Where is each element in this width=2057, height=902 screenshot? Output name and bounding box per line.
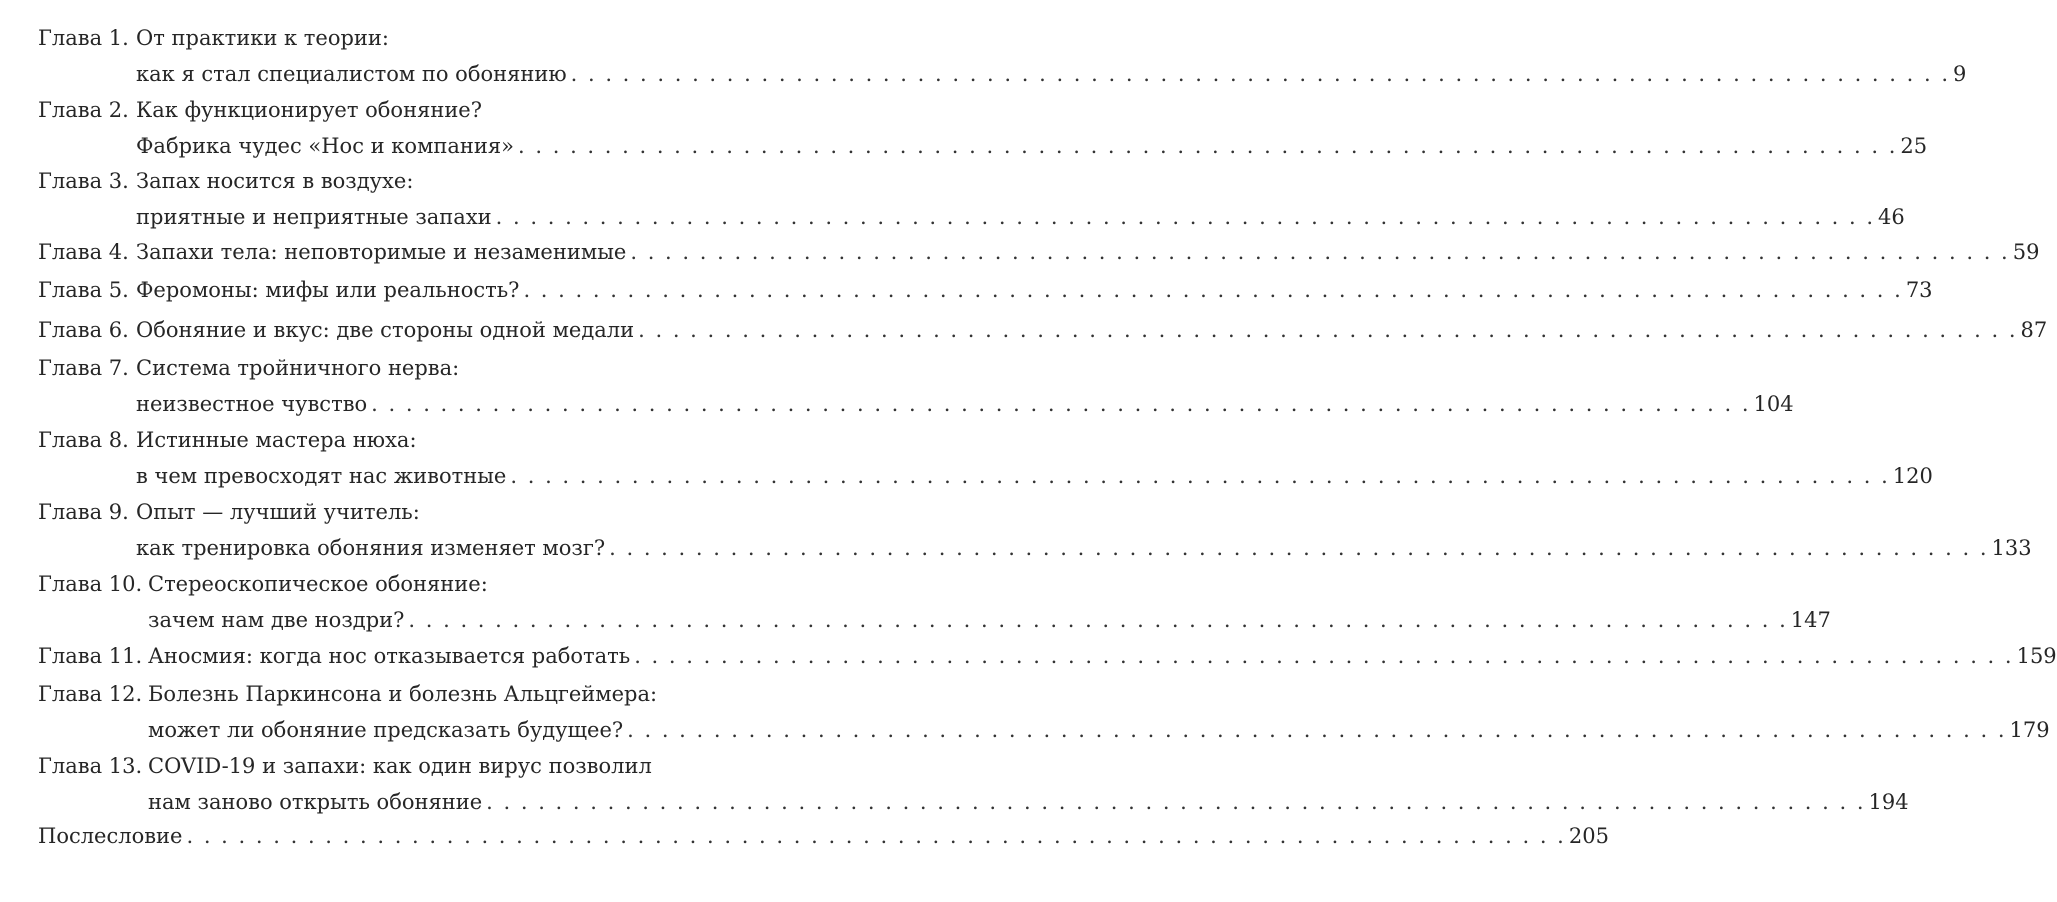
toc-entry[interactable] (38, 234, 2040, 270)
page-number: 120 (1892, 464, 1933, 488)
chapter-title: Опыт — лучший учитель: (136, 500, 420, 524)
chapter-title: Запах носится в воздухе: (136, 169, 414, 193)
page-number: 179 (2009, 718, 2050, 742)
dot-leader: . . . . . . . . . . . . . . . . . . . . . . . . . . . . . . . . . . . . . . . . . . . . . . . . . . . . . . . . . . . . . . . . . . . . . . . . . . . . . . . . (186, 824, 1566, 848)
page-number: 159 (2016, 644, 2057, 668)
toc-entry[interactable] (38, 748, 1909, 820)
chapter-title: Послесловие (38, 824, 183, 848)
chapter-title: Как функционирует обоняние? (136, 98, 482, 122)
chapter-title: зачем нам две ноздри? (148, 608, 405, 632)
toc-line (38, 199, 1905, 235)
page-number: 73 (1905, 278, 1933, 302)
chapter-title: как я стал специалистом по обонянию (136, 62, 567, 86)
chapter-label: Глава 13. (38, 754, 143, 778)
dot-leader: . . . . . . . . . . . . . . . . . . . . . . . . . . . . . . . . . . . . . . . . . . . . . . . . . . . . . . . . . . . . . . . . . . . . . . . . . . . . . . . . (523, 278, 1903, 302)
chapter-title: Аносмия: когда нос отказывается работать (148, 644, 631, 668)
page-number: 46 (1878, 205, 1905, 229)
toc-entry[interactable] (38, 92, 1928, 164)
dot-leader: . . . . . . . . . . . . . . . . . . . . . . . . . . . . . . . . . . . . . . . . . . . . . . . . . . . . . . . . . . . . . . . . . . . . . . . . . . . . . . . . (510, 464, 1890, 488)
toc-line (38, 602, 1831, 638)
chapter-title: Феромоны: мифы или реальность? (136, 278, 520, 302)
toc-line (38, 748, 705, 784)
chapter-title: нам заново открыть обоняние (148, 790, 483, 814)
toc-line (38, 566, 705, 602)
toc-line (38, 92, 705, 128)
chapter-title: как тренировка обоняния изменяет мозг? (136, 536, 606, 560)
toc-entry[interactable] (38, 350, 1794, 422)
toc-entry[interactable] (38, 422, 1933, 494)
toc-line (38, 422, 705, 458)
chapter-title: COVID-19 и запахи: как один вирус позволил (148, 754, 652, 778)
chapter-label: Глава 11. (38, 644, 143, 668)
toc-entry[interactable] (38, 566, 1831, 638)
toc-entry[interactable] (38, 272, 1933, 308)
chapter-title: Система тройничного нерва: (136, 356, 460, 380)
toc-line (38, 494, 705, 530)
dot-leader: . . . . . . . . . . . . . . . . . . . . . . . . . . . . . . . . . . . . . . . . . . . . . . . . . . . . . . . . . . . . . . . . . . . . . . . . . . . . . . . . (371, 392, 1751, 416)
page-number: 9 (1953, 62, 1967, 86)
chapter-label: Глава 9. (38, 500, 129, 524)
chapter-title: может ли обоняние предсказать будущее? (148, 718, 624, 742)
dot-leader: . . . . . . . . . . . . . . . . . . . . . . . . . . . . . . . . . . . . . . . . . . . . . . . . . . . . . . . . . . . . . . . . . . . . . . . . . . . . . . . . (486, 790, 1866, 814)
toc-line (38, 676, 705, 712)
chapter-title: неизвестное чувство (136, 392, 368, 416)
toc-line (38, 386, 1794, 422)
toc-line (38, 163, 705, 199)
page-number: 104 (1753, 392, 1794, 416)
toc-line (38, 530, 2032, 566)
chapter-title: Истинные мастера нюха: (136, 428, 417, 452)
chapter-label: Глава 4. (38, 240, 129, 264)
dot-leader: . . . . . . . . . . . . . . . . . . . . . . . . . . . . . . . . . . . . . . . . . . . . . . . . . . . . . . . . . . . . . . . . . . . . . . . . . . . . . . . . (570, 62, 1950, 86)
dot-leader: . . . . . . . . . . . . . . . . . . . . . . . . . . . . . . . . . . . . . . . . . . . . . . . . . . . . . . . . . . . . . . . . . . . . . . . . . . . . . . . . (638, 318, 2018, 342)
chapter-title: Болезнь Паркинсона и болезнь Альцгеймера: (148, 682, 658, 706)
chapter-title: приятные и неприятные запахи (136, 205, 492, 229)
page-number: 147 (1790, 608, 1831, 632)
chapter-title: Фабрика чудес «Нос и компания» (136, 134, 515, 158)
dot-leader: . . . . . . . . . . . . . . . . . . . . . . . . . . . . . . . . . . . . . . . . . . . . . . . . . . . . . . . . . . . . . . . . . . . . . . . . . . . . . . . . (408, 608, 1788, 632)
chapter-label: Глава 8. (38, 428, 129, 452)
page-number: 87 (2020, 318, 2048, 342)
chapter-title: От практики к теории: (136, 26, 390, 50)
dot-leader: . . . . . . . . . . . . . . . . . . . . . . . . . . . . . . . . . . . . . . . . . . . . . . . . . . . . . . . . . . . . . . . . . . . . . . . . . . . . . . . . (518, 134, 1898, 158)
chapter-title: Обоняние и вкус: две стороны одной медали (136, 318, 635, 342)
toc-line (38, 818, 1609, 854)
chapter-label: Глава 6. (38, 318, 129, 342)
dot-leader: . . . . . . . . . . . . . . . . . . . . . . . . . . . . . . . . . . . . . . . . . . . . . . . . . . . . . . . . . . . . . . . . . . . . . . . . . . . . . . . . (630, 240, 2010, 264)
dot-leader: . . . . . . . . . . . . . . . . . . . . . . . . . . . . . . . . . . . . . . . . . . . . . . . . . . . . . . . . . . . . . . . . . . . . . . . . . . . . . . . . (634, 644, 2014, 668)
toc-line (38, 350, 705, 386)
chapter-label: Глава 1. (38, 26, 129, 50)
toc-line (38, 56, 1967, 92)
chapter-title: Запахи тела: неповторимые и незаменимые (136, 240, 627, 264)
toc-line (38, 234, 2040, 270)
toc-entry[interactable] (38, 818, 1609, 854)
toc-entry[interactable] (38, 638, 2057, 674)
chapter-label: Глава 12. (38, 682, 143, 706)
dot-leader: . . . . . . . . . . . . . . . . . . . . . . . . . . . . . . . . . . . . . . . . . . . . . . . . . . . . . . . . . . . . . . . . . . . . . . . . . . . . . . . . (495, 205, 1876, 229)
chapter-title: в чем превосходят нас животные (136, 464, 507, 488)
chapter-label: Глава 7. (38, 356, 129, 380)
chapter-label: Глава 10. (38, 572, 143, 596)
toc-entry[interactable] (38, 312, 2048, 348)
toc-line (38, 458, 1933, 494)
chapter-label: Глава 2. (38, 98, 129, 122)
page-number: 194 (1868, 790, 1909, 814)
toc-line (38, 272, 1933, 308)
toc-line (38, 128, 1928, 164)
page-number: 205 (1568, 824, 1609, 848)
toc-line (38, 712, 2050, 748)
toc-entry[interactable] (38, 20, 1967, 92)
chapter-label: Глава 5. (38, 278, 129, 302)
dot-leader: . . . . . . . . . . . . . . . . . . . . . . . . . . . . . . . . . . . . . . . . . . . . . . . . . . . . . . . . . . . . . . . . . . . . . . . . . . . . . . . . (627, 718, 2007, 742)
page-number: 59 (2012, 240, 2040, 264)
toc-line (38, 638, 2057, 674)
toc-entry[interactable] (38, 163, 1905, 235)
toc-entry[interactable] (38, 676, 2050, 748)
page-number: 25 (1900, 134, 1928, 158)
toc-line (38, 312, 2048, 348)
toc-line (38, 20, 705, 56)
toc-entry[interactable] (38, 494, 2032, 566)
toc-line (38, 784, 1909, 820)
chapter-title: Стереоскопическое обоняние: (148, 572, 488, 596)
chapter-label: Глава 3. (38, 169, 129, 193)
dot-leader: . . . . . . . . . . . . . . . . . . . . . . . . . . . . . . . . . . . . . . . . . . . . . . . . . . . . . . . . . . . . . . . . . . . . . . . . . . . . . . . . (609, 536, 1989, 560)
page-number: 133 (1991, 536, 2032, 560)
